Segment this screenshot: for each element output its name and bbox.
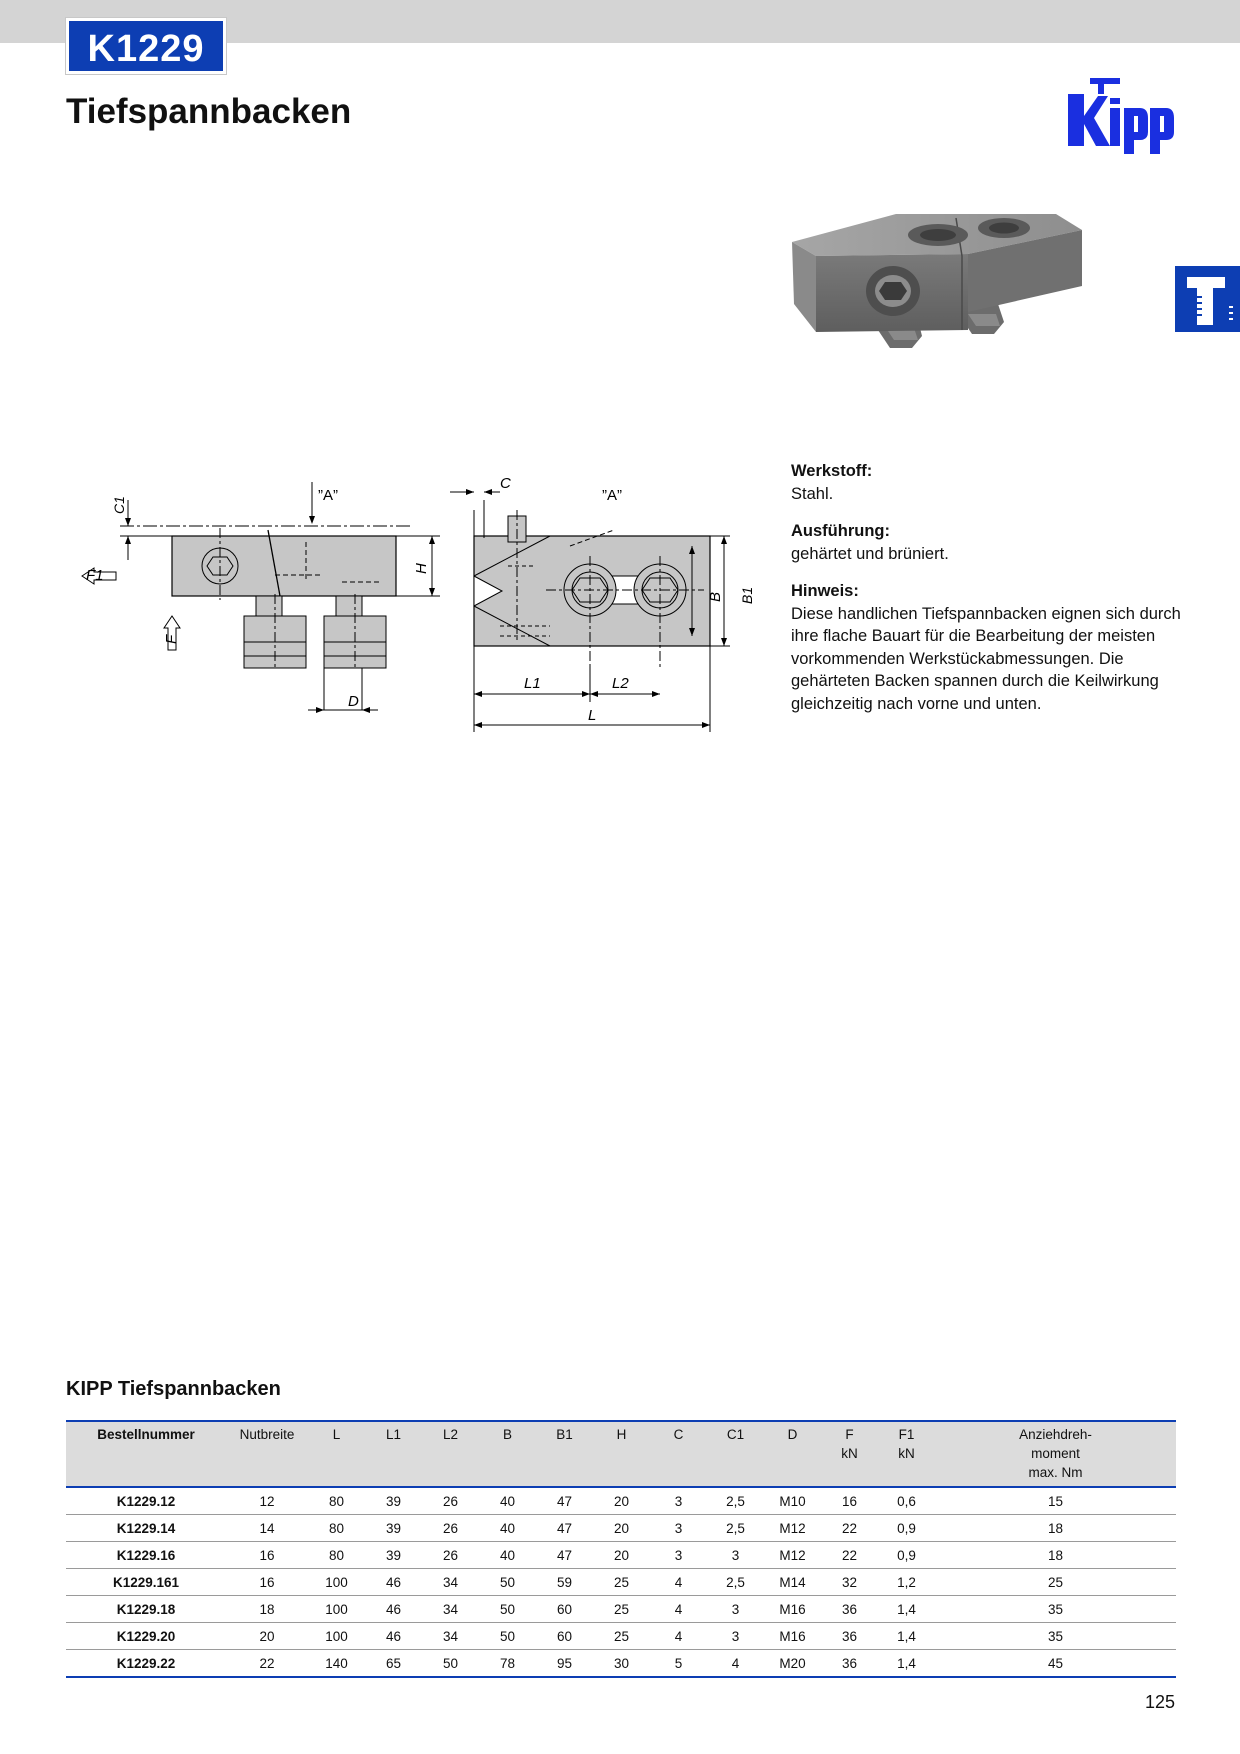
table-cell: 40 — [479, 1542, 536, 1569]
column-header — [365, 1421, 422, 1487]
table-cell: M14 — [764, 1569, 821, 1596]
table-cell: 2,5 — [707, 1515, 764, 1542]
table-cell: 26 — [422, 1515, 479, 1542]
table-cell: 34 — [422, 1623, 479, 1650]
column-header — [821, 1421, 878, 1487]
table-cell: 40 — [479, 1515, 536, 1542]
table-cell: 14 — [226, 1515, 308, 1542]
table-cell: 46 — [365, 1596, 422, 1623]
table-row — [66, 1623, 1176, 1650]
label-f: F — [163, 634, 180, 644]
material-text: Stahl. — [791, 484, 834, 503]
table-cell: 36 — [821, 1650, 878, 1678]
table-cell: 25 — [593, 1596, 650, 1623]
clamp-bolt-icon — [1175, 266, 1240, 332]
table-cell: 50 — [479, 1596, 536, 1623]
table-cell: 3 — [650, 1542, 707, 1569]
product-info — [791, 460, 1191, 730]
table-cell: 26 — [422, 1542, 479, 1569]
column-header-line: B — [502, 1427, 512, 1442]
table-cell: 18 — [935, 1542, 1176, 1569]
column-header-line: Bestellnummer — [97, 1427, 195, 1442]
table-cell: 47 — [536, 1487, 593, 1515]
table-cell: 3 — [707, 1542, 764, 1569]
table-cell: 3 — [707, 1623, 764, 1650]
table-cell: 80 — [308, 1542, 365, 1569]
table-cell: 2,5 — [707, 1487, 764, 1515]
table-cell: 15 — [935, 1487, 1176, 1515]
table-cell: 4 — [707, 1650, 764, 1678]
column-header — [935, 1421, 1176, 1487]
table-cell: 100 — [308, 1623, 365, 1650]
table-cell: 32 — [821, 1569, 878, 1596]
table-cell: 60 — [536, 1596, 593, 1623]
column-header-line: C1 — [726, 1427, 745, 1442]
table-cell: 140 — [308, 1650, 365, 1678]
table-cell: 1,2 — [878, 1569, 935, 1596]
label-l1: L1 — [524, 675, 541, 692]
column-header — [308, 1421, 365, 1487]
table-cell: 16 — [226, 1569, 308, 1596]
table-row — [66, 1650, 1176, 1678]
table-cell: 46 — [365, 1623, 422, 1650]
table-cell: 1,4 — [878, 1650, 935, 1678]
column-header — [422, 1421, 479, 1487]
label-b1: B1 — [739, 586, 755, 604]
table-cell: 47 — [536, 1515, 593, 1542]
label-view-a-right: ”A” — [602, 487, 622, 504]
spec-table-body — [66, 1487, 1176, 1677]
table-cell: 100 — [308, 1569, 365, 1596]
label-l: L — [588, 707, 597, 724]
spec-table-header — [66, 1421, 1176, 1487]
table-cell: 36 — [821, 1596, 878, 1623]
table-cell: 60 — [536, 1623, 593, 1650]
table-cell: M10 — [764, 1487, 821, 1515]
finish-label: Ausführung: — [791, 522, 890, 540]
page-number: 125 — [1145, 1692, 1176, 1712]
column-header-line: C — [673, 1427, 684, 1442]
table-row — [66, 1487, 1176, 1515]
column-header — [536, 1421, 593, 1487]
label-c: C — [500, 475, 511, 492]
table-cell: 0,9 — [878, 1542, 935, 1569]
table-row — [66, 1569, 1176, 1596]
table-cell: 20 — [593, 1515, 650, 1542]
table-cell: 12 — [226, 1487, 308, 1515]
table-cell: 35 — [935, 1596, 1176, 1623]
column-header — [878, 1421, 935, 1487]
column-header-line: L1 — [385, 1427, 402, 1442]
column-header — [707, 1421, 764, 1487]
table-cell: 25 — [593, 1569, 650, 1596]
spec-table — [66, 1420, 1176, 1678]
table-cell: 22 — [226, 1650, 308, 1678]
table-cell: 50 — [479, 1569, 536, 1596]
label-h: H — [413, 563, 430, 574]
table-cell: 25 — [935, 1569, 1176, 1596]
column-header — [764, 1421, 821, 1487]
column-header-line: Nutbreite — [239, 1427, 295, 1442]
table-row — [66, 1596, 1176, 1623]
table-cell: 4 — [650, 1569, 707, 1596]
product-code-badge: K1229 — [66, 18, 226, 74]
table-cell: 35 — [935, 1623, 1176, 1650]
table-cell: 65 — [365, 1650, 422, 1678]
table-cell: 45 — [935, 1650, 1176, 1678]
column-header-line: B1 — [556, 1427, 573, 1442]
table-cell: 18 — [226, 1596, 308, 1623]
table-cell: 1,4 — [878, 1623, 935, 1650]
table-cell: M16 — [764, 1596, 821, 1623]
column-header — [593, 1421, 650, 1487]
table-cell: 16 — [821, 1487, 878, 1515]
label-d: D — [348, 693, 359, 710]
table-row — [66, 1515, 1176, 1542]
column-header-line: D — [787, 1427, 798, 1442]
table-cell: M12 — [764, 1542, 821, 1569]
table-cell: 80 — [308, 1487, 365, 1515]
table-cell: 34 — [422, 1569, 479, 1596]
side-tab — [1175, 266, 1240, 332]
table-cell: 80 — [308, 1515, 365, 1542]
table-cell: 3 — [650, 1487, 707, 1515]
table-cell: 18 — [935, 1515, 1176, 1542]
order-number-cell: K1229.12 — [66, 1487, 226, 1515]
table-cell: 22 — [821, 1542, 878, 1569]
label-f1: F1 — [86, 567, 104, 584]
order-number-cell: K1229.18 — [66, 1596, 226, 1623]
column-header-line: moment — [1031, 1446, 1080, 1461]
column-header-line: kN — [898, 1446, 915, 1461]
finish-text: gehärtet und brüniert. — [791, 544, 949, 563]
table-cell: 20 — [593, 1542, 650, 1569]
order-number-cell: K1229.22 — [66, 1650, 226, 1678]
table-row — [66, 1542, 1176, 1569]
table-cell: 16 — [226, 1542, 308, 1569]
label-c1: C1 — [111, 496, 127, 514]
column-header-line: Anziehdreh- — [1019, 1427, 1092, 1442]
note-label: Hinweis: — [791, 582, 859, 600]
note-text: Diese handlichen Tiefspannbacken eignen sich durch ihre flache Bauart für die Bearbeitung der meisten vorkommenden Werkstückabmessungen. Die gehärteten Backen spannen durch die Keilwirkung gleichzeitig nach vorne und unten. — [791, 604, 1181, 713]
table-cell: 3 — [707, 1596, 764, 1623]
table-cell: 100 — [308, 1596, 365, 1623]
table-cell: 4 — [650, 1596, 707, 1623]
table-cell: 5 — [650, 1650, 707, 1678]
table-cell: 1,4 — [878, 1596, 935, 1623]
order-number-cell: K1229.16 — [66, 1542, 226, 1569]
table-cell: 4 — [650, 1623, 707, 1650]
column-header-line: H — [616, 1427, 627, 1442]
column-header — [650, 1421, 707, 1487]
column-header — [226, 1421, 308, 1487]
kipp-logo — [1064, 72, 1180, 156]
table-cell: 40 — [479, 1487, 536, 1515]
table-cell: 39 — [365, 1487, 422, 1515]
table-cell: 2,5 — [707, 1569, 764, 1596]
order-number-cell: K1229.20 — [66, 1623, 226, 1650]
table-cell: 0,6 — [878, 1487, 935, 1515]
table-cell: 20 — [226, 1623, 308, 1650]
order-number-cell: K1229.14 — [66, 1515, 226, 1542]
column-header — [479, 1421, 536, 1487]
table-cell: 78 — [479, 1650, 536, 1678]
table-cell: M20 — [764, 1650, 821, 1678]
column-header-line: L2 — [442, 1427, 459, 1442]
table-cell: 36 — [821, 1623, 878, 1650]
material-label: Werkstoff: — [791, 462, 873, 480]
table-cell: 20 — [593, 1487, 650, 1515]
table-cell: 50 — [479, 1623, 536, 1650]
order-number-cell: K1229.161 — [66, 1569, 226, 1596]
table-cell: 26 — [422, 1487, 479, 1515]
label-b: B — [707, 591, 724, 602]
table-cell: 47 — [536, 1542, 593, 1569]
table-cell: M16 — [764, 1623, 821, 1650]
table-cell: 30 — [593, 1650, 650, 1678]
page-title: Tiefspannbacken — [66, 92, 352, 131]
column-header-line: L — [332, 1427, 341, 1442]
technical-drawing — [80, 470, 755, 740]
column-header-line: kN — [841, 1446, 858, 1461]
table-cell: 0,9 — [878, 1515, 935, 1542]
table-cell: 34 — [422, 1596, 479, 1623]
table-cell: 39 — [365, 1542, 422, 1569]
table-cell: 59 — [536, 1569, 593, 1596]
product-photo — [786, 200, 1086, 382]
table-cell: 25 — [593, 1623, 650, 1650]
table-cell: M12 — [764, 1515, 821, 1542]
table-cell: 39 — [365, 1515, 422, 1542]
label-l2: L2 — [612, 675, 629, 692]
label-view-a-left: ”A” — [318, 487, 338, 504]
table-cell: 3 — [650, 1515, 707, 1542]
table-cell: 95 — [536, 1650, 593, 1678]
table-cell: 46 — [365, 1569, 422, 1596]
column-header — [66, 1421, 226, 1487]
column-header-line: max. Nm — [1028, 1465, 1083, 1480]
column-header-line: F — [845, 1427, 854, 1442]
table-cell: 50 — [422, 1650, 479, 1678]
table-cell: 22 — [821, 1515, 878, 1542]
column-header-line: F1 — [898, 1427, 915, 1442]
table-section-title: KIPP Tiefspannbacken — [66, 1378, 281, 1400]
